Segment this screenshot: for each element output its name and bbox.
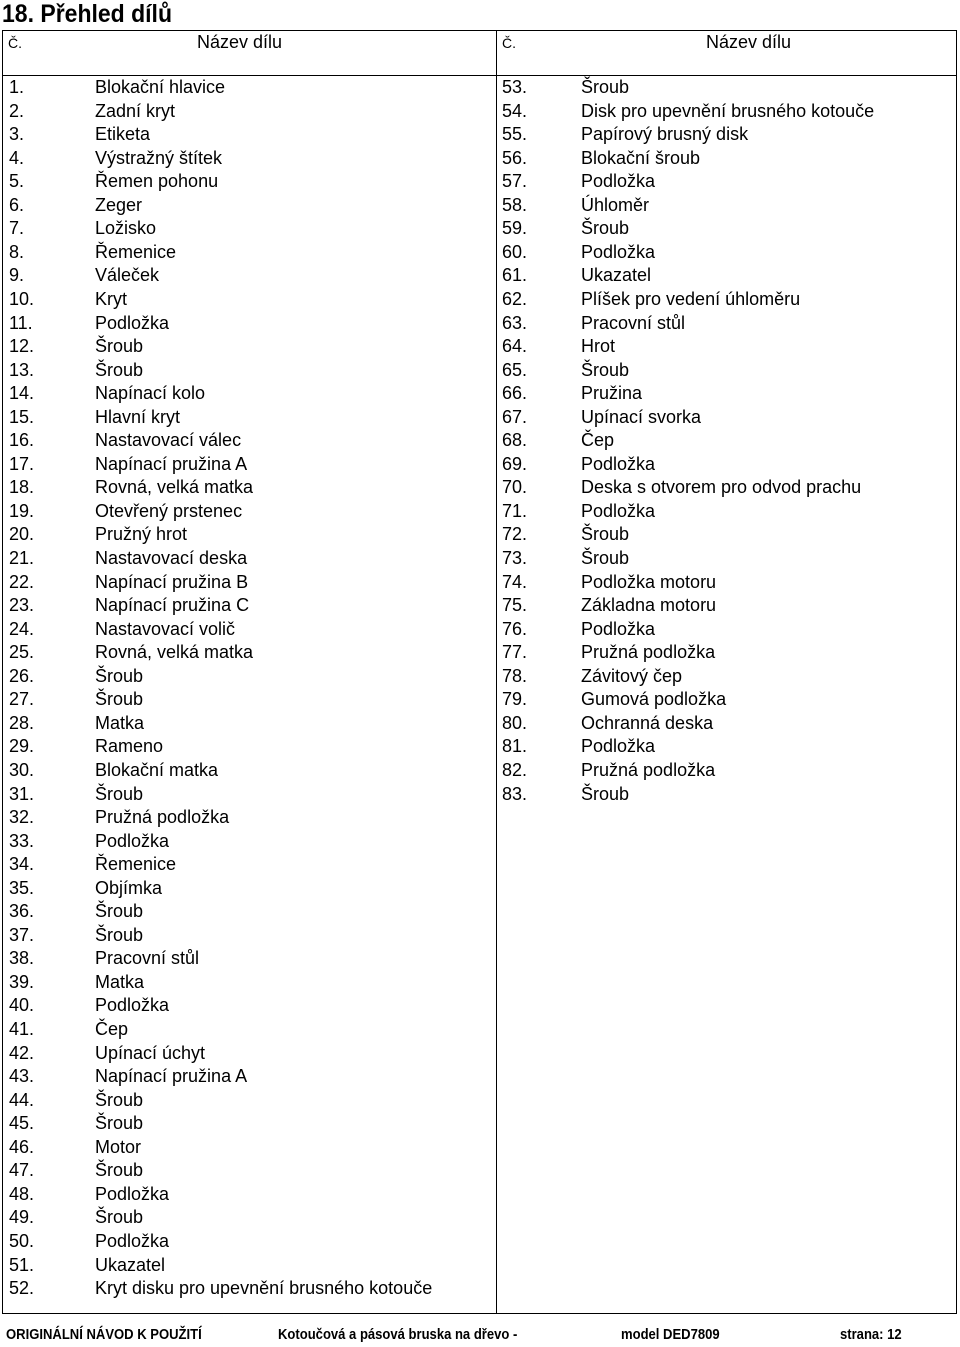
part-number: 61. — [502, 265, 528, 286]
part-number: 23. — [9, 595, 35, 616]
part-name: Podložka — [581, 500, 656, 521]
part-number: 72. — [502, 524, 528, 545]
part-name: Pružina — [581, 383, 643, 404]
part-name: Pracovní stůl — [581, 312, 686, 333]
part-name: Kryt — [95, 288, 128, 309]
part-name: Ukazatel — [581, 265, 652, 286]
part-name: Šroub — [581, 783, 630, 804]
part-name: Šroub — [581, 359, 630, 380]
part-number: 19. — [9, 500, 35, 521]
part-number: 11. — [9, 312, 33, 333]
header-name-right: Název dílu — [706, 32, 792, 52]
part-number: 43. — [9, 1066, 35, 1087]
part-number: 59. — [502, 218, 528, 239]
part-number: 10. — [9, 288, 35, 309]
header-number-right: Č. — [502, 35, 516, 51]
part-number: 46. — [9, 1136, 35, 1157]
part-name: Podložka — [581, 453, 656, 474]
part-name: Šroub — [95, 783, 144, 804]
part-number: 30. — [9, 759, 35, 780]
part-name: Napínací pružina A — [95, 453, 248, 474]
part-name: Podložka — [95, 1183, 170, 1204]
part-number: 76. — [502, 618, 528, 639]
part-number: 26. — [9, 665, 35, 686]
part-number: 67. — [502, 406, 528, 427]
part-name: Šroub — [95, 1207, 144, 1228]
part-number: 20. — [9, 524, 35, 545]
part-name: Šroub — [581, 77, 630, 97]
part-name: Šroub — [95, 689, 144, 710]
part-name: Podložka — [95, 995, 170, 1016]
header-number-left: Č. — [8, 35, 22, 51]
part-name: Podložka — [581, 618, 656, 639]
part-number: 13. — [9, 359, 35, 380]
part-number: 45. — [9, 1113, 35, 1134]
part-name: Ukazatel — [95, 1254, 166, 1275]
part-name: Disk pro upevnění brusného kotouče — [581, 100, 875, 121]
part-number: 49. — [9, 1207, 35, 1228]
part-number: 4. — [9, 147, 25, 168]
column-divider — [496, 31, 497, 1313]
part-name: Papírový brusný disk — [581, 124, 749, 145]
part-name: Hlavní kryt — [95, 406, 181, 427]
part-number: 39. — [9, 971, 35, 992]
part-name: Pružná podložka — [95, 807, 230, 828]
part-number: 2. — [9, 100, 25, 121]
part-name: Čep — [581, 430, 615, 451]
part-number: 51. — [9, 1254, 35, 1275]
part-number: 47. — [9, 1160, 35, 1181]
part-number: 62. — [502, 288, 528, 309]
part-number: 65. — [502, 359, 528, 380]
part-number: 53. — [502, 77, 528, 97]
part-number: 41. — [9, 1019, 35, 1039]
part-number: 74. — [502, 571, 528, 592]
part-number: 9. — [9, 265, 25, 286]
part-number: 73. — [502, 548, 528, 568]
part-name: Motor — [95, 1136, 142, 1157]
part-number: 38. — [9, 948, 35, 969]
part-name: Šroub — [95, 665, 144, 686]
part-number: 64. — [502, 336, 528, 357]
part-number: 55. — [502, 124, 528, 145]
part-name: Čep — [95, 1019, 129, 1039]
page-title: 18. Přehled dílů — [2, 0, 172, 28]
part-name: Gumová podložka — [581, 689, 727, 710]
part-number: 21. — [9, 548, 35, 568]
part-number: 58. — [502, 194, 528, 215]
part-name: Plíšek pro vedení úhloměru — [581, 288, 801, 309]
footer-model: model DED7809 — [621, 1327, 720, 1343]
part-number: 25. — [9, 642, 35, 663]
part-name: Šroub — [95, 1113, 144, 1134]
part-name: Šroub — [581, 524, 630, 545]
part-name: Podložka — [581, 736, 656, 757]
part-number: 42. — [9, 1042, 35, 1063]
part-name: Napínací pružina A — [95, 1066, 248, 1087]
part-name: Šroub — [95, 359, 144, 380]
part-number: 44. — [9, 1089, 35, 1110]
part-number: 60. — [502, 241, 528, 262]
part-number: 1. — [9, 77, 25, 97]
part-number: 82. — [502, 759, 528, 780]
part-name: Nastavovací deska — [95, 548, 248, 568]
part-number: 56. — [502, 147, 528, 168]
part-number: 48. — [9, 1183, 35, 1204]
part-number: 18. — [9, 477, 35, 498]
part-name: Úhloměr — [581, 194, 650, 215]
part-name: Rameno — [95, 736, 164, 757]
parts-table — [2, 30, 957, 1314]
part-number: 34. — [9, 854, 35, 875]
part-name: Podložka motoru — [581, 571, 717, 592]
part-number: 78. — [502, 665, 528, 686]
part-name: Etiketa — [95, 124, 151, 145]
part-number: 29. — [9, 736, 35, 757]
part-name: Napínací pružina C — [95, 595, 250, 616]
part-name: Zeger — [95, 194, 143, 215]
part-name: Podložka — [581, 241, 656, 262]
part-name: Šroub — [95, 1160, 144, 1181]
part-name: Zadní kryt — [95, 100, 176, 121]
part-number: 3. — [9, 124, 25, 145]
part-number: 16. — [9, 430, 35, 451]
header-name-left: Název dílu — [197, 32, 283, 52]
part-name: Podložka — [95, 830, 170, 851]
part-name: Ložisko — [95, 218, 157, 239]
part-number: 14. — [9, 383, 35, 404]
part-name: Deska s otvorem pro odvod prachu — [581, 477, 862, 498]
part-name: Kryt disku pro upevnění brusného kotouče — [95, 1278, 433, 1299]
part-name: Objímka — [95, 877, 163, 898]
part-number: 83. — [502, 783, 528, 804]
part-number: 27. — [9, 689, 35, 710]
part-number: 68. — [502, 430, 528, 451]
part-name: Nastavovací volič — [95, 618, 236, 639]
part-number: 81. — [502, 736, 528, 757]
part-name: Šroub — [95, 924, 144, 945]
part-number: 17. — [9, 453, 35, 474]
part-name: Šroub — [95, 1089, 144, 1110]
part-name: Napínací pružina B — [95, 571, 249, 592]
part-number: 35. — [9, 877, 35, 898]
part-number: 50. — [9, 1230, 35, 1251]
part-name: Rovná, velká matka — [95, 642, 254, 663]
part-name: Výstražný štítek — [95, 147, 223, 168]
part-name: Pracovní stůl — [95, 948, 200, 969]
part-name: Matka — [95, 971, 145, 992]
part-number: 5. — [9, 171, 25, 192]
part-number: 70. — [502, 477, 528, 498]
part-name: Matka — [95, 712, 145, 733]
part-name: Šroub — [95, 901, 144, 922]
footer-page-number: strana: 12 — [840, 1327, 902, 1343]
part-name: Podložka — [581, 171, 656, 192]
part-name: Šroub — [581, 218, 630, 239]
part-number: 57. — [502, 171, 528, 192]
part-number: 7. — [9, 218, 25, 239]
part-number: 71. — [502, 500, 528, 521]
footer-manual-label: ORIGINÁLNÍ NÁVOD K POUŽITÍ — [6, 1327, 202, 1343]
part-name: Řemenice — [95, 241, 177, 262]
part-number: 8. — [9, 241, 25, 262]
part-number: 24. — [9, 618, 35, 639]
part-number: 15. — [9, 406, 35, 427]
part-number: 77. — [502, 642, 528, 663]
footer-product-name: Kotoučová a pásová bruska na dřevo - — [278, 1327, 518, 1343]
part-number: 54. — [502, 100, 528, 121]
part-name: Řemen pohonu — [95, 171, 219, 192]
part-name: Pružná podložka — [581, 759, 716, 780]
part-name: Upínací svorka — [581, 406, 702, 427]
part-name: Hrot — [581, 336, 616, 357]
part-name: Upínací úchyt — [95, 1042, 206, 1063]
part-number: 31. — [9, 783, 35, 804]
part-number: 37. — [9, 924, 35, 945]
part-name: Napínací kolo — [95, 383, 206, 404]
part-name: Závitový čep — [581, 665, 683, 686]
part-name: Váleček — [95, 265, 160, 286]
part-name: Pružný hrot — [95, 524, 188, 545]
part-name: Otevřený prstenec — [95, 500, 243, 521]
part-number: 69. — [502, 453, 528, 474]
part-number: 80. — [502, 712, 528, 733]
part-number: 63. — [502, 312, 528, 333]
part-name: Podložka — [95, 1230, 170, 1251]
part-number: 6. — [9, 194, 25, 215]
part-number: 12. — [9, 336, 35, 357]
part-number: 75. — [502, 595, 528, 616]
part-number: 28. — [9, 712, 35, 733]
part-number: 36. — [9, 901, 35, 922]
part-name: Řemenice — [95, 854, 177, 875]
part-number: 32. — [9, 807, 35, 828]
part-name: Blokační hlavice — [95, 77, 226, 97]
part-name: Základna motoru — [581, 595, 717, 616]
part-number: 40. — [9, 995, 35, 1016]
part-number: 79. — [502, 689, 528, 710]
part-number: 66. — [502, 383, 528, 404]
header-divider — [3, 75, 956, 76]
part-number: 52. — [9, 1278, 35, 1299]
page-footer — [6, 1327, 960, 1345]
part-name: Nastavovací válec — [95, 430, 242, 451]
part-number: 33. — [9, 830, 35, 851]
part-name: Pružná podložka — [581, 642, 716, 663]
part-name: Šroub — [95, 336, 144, 357]
part-name: Blokační matka — [95, 759, 219, 780]
part-name: Šroub — [581, 548, 630, 568]
part-number: 22. — [9, 571, 35, 592]
part-name: Ochranná deska — [581, 712, 714, 733]
part-name: Blokační šroub — [581, 147, 701, 168]
part-name: Rovná, velká matka — [95, 477, 254, 498]
part-name: Podložka — [95, 312, 170, 333]
